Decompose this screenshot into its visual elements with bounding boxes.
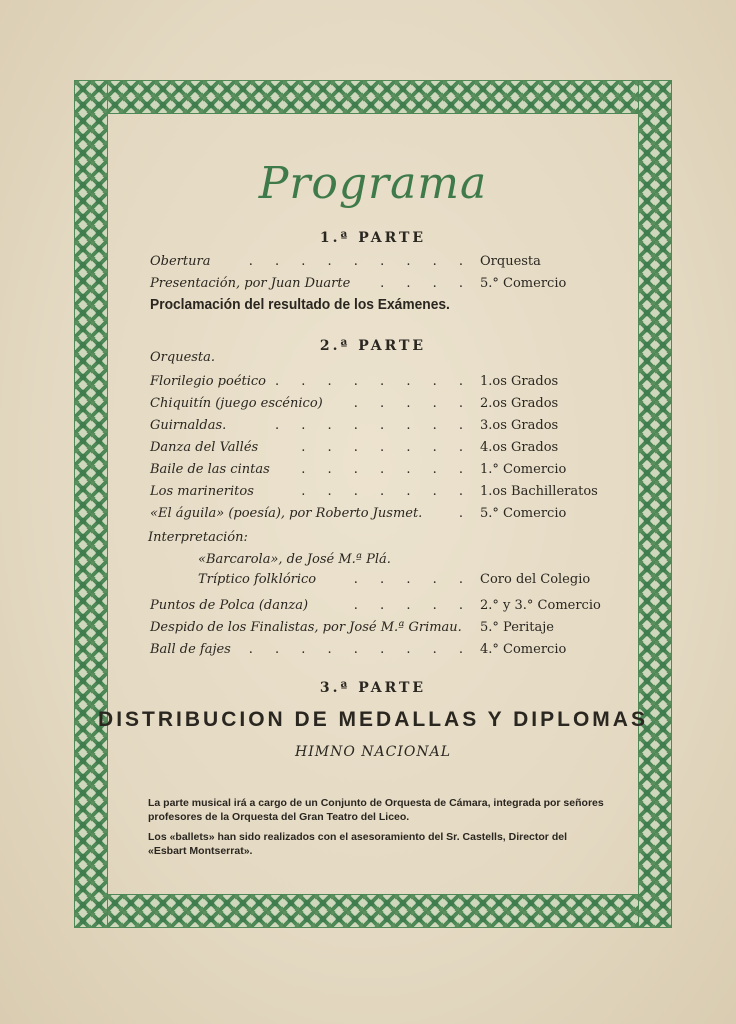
performer: 1.° Comercio [480, 462, 567, 477]
piece-title: Obertura [150, 254, 211, 269]
performer: 1.os Grados [480, 374, 559, 389]
program-row [150, 462, 610, 482]
leader-dots: . [458, 506, 472, 521]
program-row [150, 418, 610, 438]
piece-title: Despido de los Finalistas, por José M.ª Grimau. [150, 620, 462, 635]
leader-dots: . . . . . . . . . [248, 254, 472, 269]
piece-title: Ball de fajes [150, 642, 231, 657]
leader-dots: . . . . . [353, 598, 472, 613]
performer: 1.os Bachilleratos [480, 484, 598, 499]
program-row [150, 506, 610, 526]
leader-dots: . . . . . . . [301, 462, 472, 477]
performer: 3.os Grados [480, 418, 559, 433]
leader-dots: . . . . . . . . [275, 418, 472, 433]
performer: 2.os Grados [480, 396, 559, 411]
piece-title: Presentación, por Juan Duarte [150, 276, 351, 291]
piece-title: Florilegio poético [150, 374, 266, 389]
program-row [150, 374, 610, 394]
leader-dots: . . . . . . . [301, 440, 472, 455]
piece-title: Danza del Vallés [150, 440, 259, 455]
piece-title: Tríptico folklórico [198, 572, 317, 587]
performer: Orquesta [480, 254, 541, 269]
leader-dots: . . . . . . . . . [248, 642, 472, 657]
proclamation-line: Proclamación del resultado de los Exámenes. [150, 296, 450, 313]
program-row [150, 396, 610, 416]
piece-title: Chiquitín (juego escénico) [150, 396, 323, 411]
program-row [150, 598, 610, 618]
piece-title: «El águila» (poesía), por Roberto Jusmet. [150, 506, 423, 521]
performer: 4.° Comercio [480, 642, 567, 657]
part-2-heading: 2.ª PARTE [319, 338, 427, 354]
program-row [150, 484, 610, 504]
leader-dots: . . . . . . . [301, 484, 472, 499]
performer: 5.° Comercio [480, 276, 567, 291]
anthem-line: HIMNO NACIONAL [295, 744, 451, 760]
performer: 5.° Peritaje [480, 620, 554, 635]
program-row [150, 642, 610, 662]
performer: Coro del Colegio [480, 572, 591, 587]
program-row [150, 440, 610, 460]
program-row [150, 572, 610, 592]
page-title: Programa [258, 158, 488, 209]
orchestra-intro: Orquesta. [150, 350, 216, 365]
piece-title: Los marineritos [150, 484, 254, 499]
performer: 4.os Grados [480, 440, 559, 455]
leader-dots: . . . . . [353, 396, 472, 411]
medals-heading: DISTRIBUCION DE MEDALLAS Y DIPLOMAS [98, 708, 648, 731]
piece-title: Guirnaldas. [150, 418, 227, 433]
part-1-heading: 1.ª PARTE [319, 230, 427, 246]
program-row [150, 254, 610, 274]
leader-dots: . . . . . [353, 572, 472, 587]
barcarola-line: «Barcarola», de José M.ª Plá. [198, 552, 391, 567]
interpretation-label: Interpretación: [148, 530, 248, 545]
leader-dots: . . . . [380, 276, 472, 291]
piece-title: Baile de las cintas [150, 462, 270, 477]
note-ballets: Los «ballets» han sido realizados con el asesoramiento del Sr. Castells, Director del «Esbart Montserrat». [148, 831, 567, 857]
part-3-heading: 3.ª PARTE [319, 680, 427, 696]
program-row [150, 620, 610, 640]
program-content [74, 80, 672, 928]
leader-dots: . . . . . . . . [275, 374, 472, 389]
performer: 2.° y 3.° Comercio [480, 598, 601, 613]
performer: 5.° Comercio [480, 506, 567, 521]
note-music: La parte musical irá a cargo de un Conjunto de Orquesta de Cámara, integrada por señores profesores de la Orquesta del Gran Teatro del Liceo. [148, 797, 604, 823]
piece-title: Puntos de Polca (danza) [150, 598, 309, 613]
program-row [150, 276, 610, 296]
